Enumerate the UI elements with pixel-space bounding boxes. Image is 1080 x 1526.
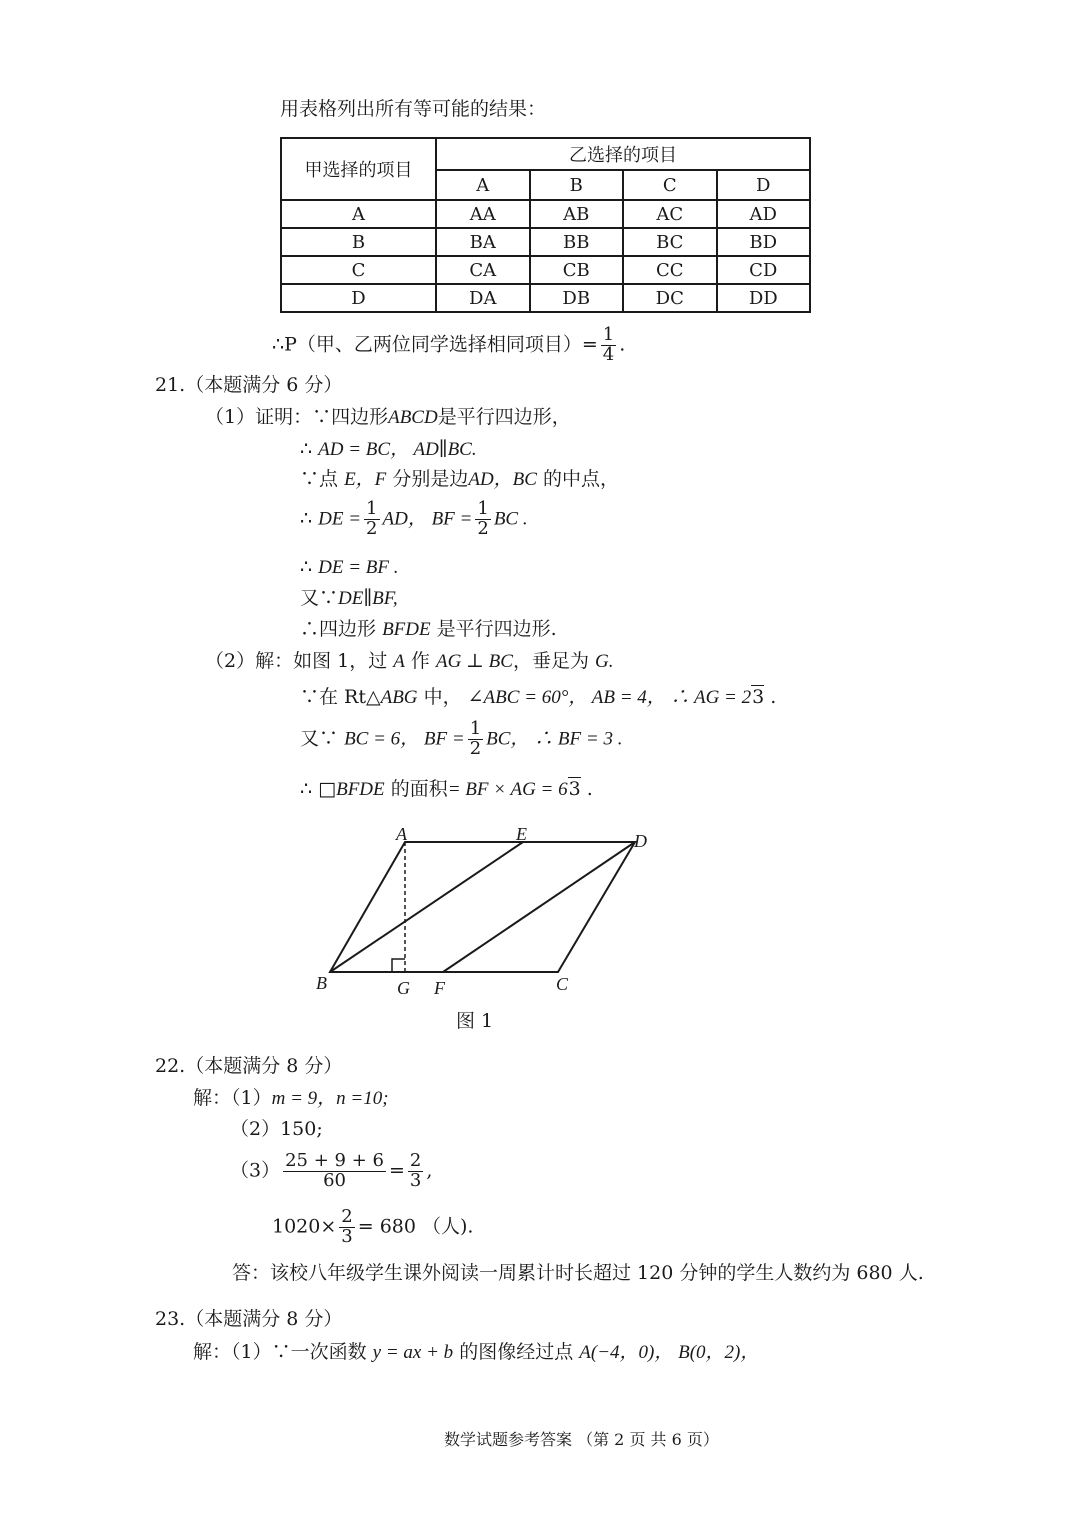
q21-line-9 bbox=[300, 688, 776, 707]
therefore: ∴ bbox=[300, 507, 313, 530]
text: 的图像经过点 bbox=[459, 1341, 574, 1363]
fraction-den: 2 bbox=[469, 737, 482, 759]
text: 解：（1） bbox=[193, 1087, 272, 1109]
period: . bbox=[619, 333, 626, 356]
math: BFDE bbox=[336, 779, 385, 800]
fraction-den: 60 bbox=[323, 1169, 346, 1191]
fraction bbox=[283, 1152, 386, 1191]
fraction bbox=[339, 1208, 354, 1247]
fraction-den: 4 bbox=[602, 343, 615, 365]
math: AD = BC， AD∥BC. bbox=[318, 439, 477, 460]
label-d: D bbox=[634, 831, 647, 851]
math: AD，BC bbox=[468, 469, 537, 490]
right-angle-mark bbox=[392, 959, 405, 972]
table-cell: DC bbox=[623, 284, 717, 312]
table-cell: CD bbox=[717, 256, 811, 284]
math: DE = BF . bbox=[318, 557, 399, 578]
table-cell: CC bbox=[623, 256, 717, 284]
q21-title: 21.（本题满分 6 分） bbox=[155, 374, 343, 396]
row-label: B bbox=[281, 228, 436, 256]
table-cell: AC bbox=[623, 200, 717, 228]
fraction bbox=[468, 720, 483, 759]
text: = 680 （人). bbox=[357, 1215, 474, 1238]
period: . bbox=[770, 686, 777, 708]
fraction-num: 1 bbox=[469, 718, 482, 739]
fraction bbox=[475, 500, 490, 539]
table-cell: AA bbox=[436, 200, 530, 228]
label-a: A bbox=[396, 824, 407, 844]
radical: 3 bbox=[568, 778, 581, 800]
text: （2）解：如图 1，过 bbox=[205, 650, 388, 672]
period: . bbox=[586, 778, 593, 800]
q23-title: 23.（本题满分 8 分） bbox=[155, 1308, 343, 1330]
q21-line-1 bbox=[205, 408, 571, 427]
q22-line-3 bbox=[230, 1152, 432, 1191]
col-header: 乙选择的项目 bbox=[436, 138, 810, 170]
figure-caption: 图 1 bbox=[456, 1010, 494, 1032]
fraction-den: 3 bbox=[341, 1225, 353, 1247]
segment-fd bbox=[443, 842, 635, 972]
q22-title: 22.（本题满分 8 分） bbox=[155, 1055, 343, 1077]
therefore: ∴ bbox=[300, 438, 313, 460]
fraction-num: 1 bbox=[477, 498, 489, 519]
col-label: C bbox=[623, 170, 717, 200]
text: 又∵ bbox=[300, 727, 339, 750]
table-cell: CA bbox=[436, 256, 530, 284]
q21-part-2 bbox=[205, 652, 614, 671]
q22-line-4 bbox=[272, 1208, 473, 1247]
therefore: ∴ bbox=[300, 556, 313, 578]
fraction-num: 25 + 9 + 6 bbox=[285, 1150, 384, 1171]
text: 解：（1）∵一次函数 bbox=[193, 1341, 367, 1363]
math: DE∥BF, bbox=[338, 588, 398, 609]
col-label: D bbox=[717, 170, 811, 200]
text: 又∵ bbox=[300, 587, 339, 609]
outcome-table bbox=[280, 137, 811, 313]
fraction-den: 2 bbox=[477, 517, 489, 539]
comma: , bbox=[426, 1159, 433, 1182]
table-row bbox=[281, 228, 810, 256]
col-label: A bbox=[436, 170, 530, 200]
q21-line-7 bbox=[300, 620, 557, 639]
text: 分别是边 bbox=[392, 468, 469, 490]
text: ∴ □ bbox=[300, 778, 337, 800]
probability-line bbox=[272, 326, 625, 365]
row-header: 甲选择的项目 bbox=[281, 138, 436, 200]
q21-line-6 bbox=[300, 589, 398, 608]
math: ABCD bbox=[388, 407, 438, 428]
math: BFDE bbox=[382, 619, 431, 640]
q21-line-3 bbox=[300, 470, 619, 489]
fraction-den: 3 bbox=[409, 1169, 422, 1191]
math: A(−4，0)， B(0，2)， bbox=[579, 1342, 760, 1363]
math: y = ax + b bbox=[372, 1342, 454, 1363]
fraction-den: 2 bbox=[366, 517, 378, 539]
segment-be bbox=[330, 842, 523, 972]
table-cell: AB bbox=[530, 200, 624, 228]
q21-line-4 bbox=[300, 500, 528, 539]
text: （3） bbox=[230, 1159, 281, 1182]
q22-answer: 答：该校八年级学生课外阅读一周累计时长超过 120 分钟的学生人数约为 680 人. bbox=[232, 1262, 924, 1284]
table-intro: 用表格列出所有等可能的结果： bbox=[280, 98, 547, 120]
equals: = bbox=[388, 1159, 405, 1182]
table-row bbox=[281, 200, 810, 228]
text: （1）证明：∵四边形 bbox=[205, 406, 389, 428]
fraction bbox=[408, 1152, 423, 1191]
math: = BF × AG = 6 bbox=[447, 779, 568, 800]
label-f: F bbox=[434, 978, 445, 998]
text: 是平行四边形. bbox=[436, 618, 557, 640]
fraction bbox=[601, 326, 616, 365]
math: BC . bbox=[493, 508, 528, 530]
table-cell: DA bbox=[436, 284, 530, 312]
radical: 3 bbox=[752, 686, 765, 708]
table-cell: BC bbox=[623, 228, 717, 256]
text: ，垂足为 bbox=[512, 650, 589, 672]
row-label: C bbox=[281, 256, 436, 284]
q22-line-1 bbox=[193, 1089, 389, 1108]
parallelogram-figure bbox=[300, 822, 670, 1002]
fraction bbox=[364, 500, 379, 539]
math: E，F bbox=[344, 469, 387, 490]
q21-line-11 bbox=[300, 780, 593, 799]
text: 的中点， bbox=[543, 468, 620, 490]
table-cell: BA bbox=[436, 228, 530, 256]
q21-line-5 bbox=[300, 558, 399, 577]
math: AG ⊥ BC bbox=[435, 651, 513, 672]
probability-text: ∴P（甲、乙两位同学选择相同项目）= bbox=[272, 333, 598, 356]
table-cell: BD bbox=[717, 228, 811, 256]
fraction-num: 2 bbox=[409, 1150, 422, 1171]
label-c: C bbox=[556, 974, 569, 994]
page-footer: 数学试题参考答案 （第 2 页 共 6 页） bbox=[444, 1430, 719, 1449]
math: G. bbox=[595, 651, 614, 672]
table-cell: CB bbox=[530, 256, 624, 284]
text: 中， bbox=[423, 686, 462, 708]
label-b: B bbox=[316, 973, 327, 993]
parallelogram-abcd bbox=[330, 842, 635, 972]
text: 的面积 bbox=[390, 778, 448, 800]
text: ∵点 bbox=[300, 468, 339, 490]
fraction-num: 2 bbox=[341, 1206, 353, 1227]
math: ABG bbox=[380, 687, 418, 708]
math: DE = bbox=[318, 508, 362, 530]
col-label: B bbox=[530, 170, 624, 200]
table-cell: DD bbox=[717, 284, 811, 312]
row-label: D bbox=[281, 284, 436, 312]
text: ∵在 Rt△ bbox=[300, 686, 381, 708]
row-label: A bbox=[281, 200, 436, 228]
table-row bbox=[281, 256, 810, 284]
table-cell: AD bbox=[717, 200, 811, 228]
table-cell: BB bbox=[530, 228, 624, 256]
math: BC = 6， BF = bbox=[344, 728, 465, 750]
label-e: E bbox=[516, 824, 527, 844]
math: BC， ∴ BF = 3 . bbox=[486, 728, 623, 750]
text: 1020× bbox=[272, 1215, 337, 1238]
text: ∴四边形 bbox=[300, 618, 377, 640]
q23-line-1 bbox=[193, 1343, 759, 1362]
q22-line-2: （2）150; bbox=[230, 1118, 323, 1140]
table-cell: DB bbox=[530, 284, 624, 312]
q21-line-10 bbox=[300, 720, 622, 759]
fraction-num: 1 bbox=[602, 324, 615, 345]
math: A bbox=[393, 651, 405, 672]
text: 是平行四边形， bbox=[437, 406, 571, 428]
text: 作 bbox=[410, 650, 430, 672]
math: ∠ABC = 60°， AB = 4， ∴ AG = 2 bbox=[467, 687, 752, 708]
label-g: G bbox=[397, 978, 410, 998]
math: AD， BF = bbox=[382, 508, 473, 530]
table-row bbox=[281, 284, 810, 312]
fraction-num: 1 bbox=[366, 498, 378, 519]
math: m = 9，n =10; bbox=[271, 1088, 389, 1109]
q21-line-2 bbox=[300, 440, 477, 459]
